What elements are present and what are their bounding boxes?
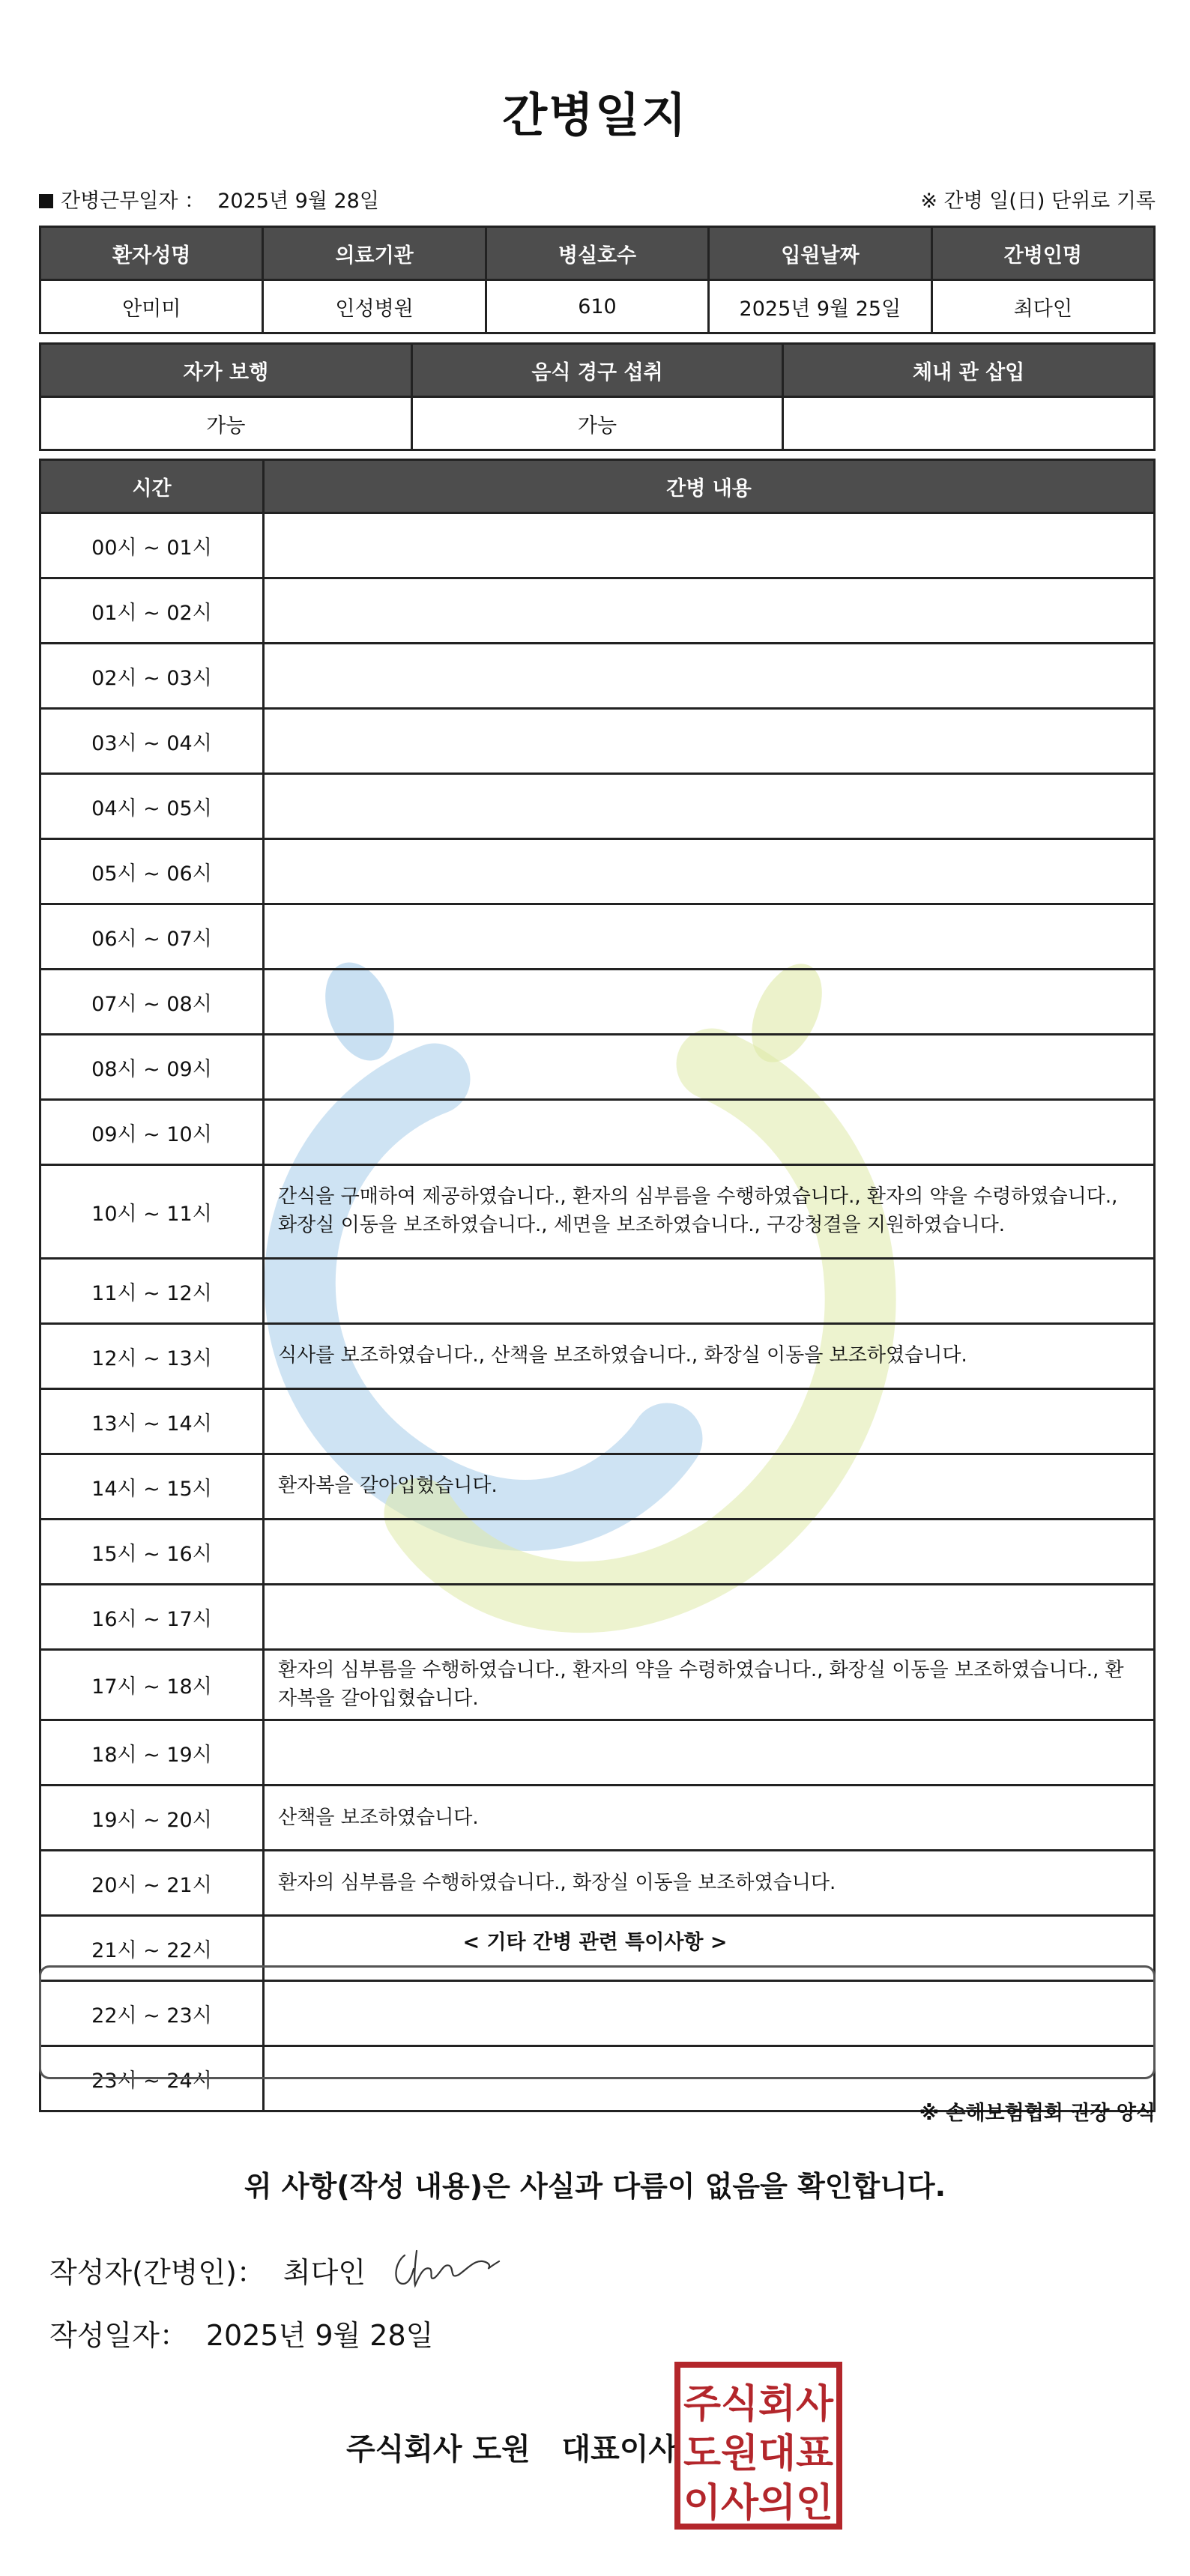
log-row <box>40 1786 1155 1851</box>
log-row <box>40 1389 1155 1454</box>
log-content <box>264 1520 1155 1585</box>
write-date-row <box>49 2312 433 2353</box>
log-time: 04시 ~ 05시 <box>40 774 264 839</box>
log-content <box>264 839 1155 904</box>
log-row <box>40 1324 1155 1389</box>
log-time: 06시 ~ 07시 <box>40 904 264 970</box>
log-time: 00시 ~ 01시 <box>40 513 264 578</box>
log-time: 09시 ~ 10시 <box>40 1100 264 1165</box>
caregiver-name: 최다인 <box>931 280 1154 333</box>
confirmation-statement: 위 사항(작성 내용)은 사실과 다름이 없음을 확인합니다. <box>244 2170 946 2203</box>
hospital-name: 인성병원 <box>263 280 486 333</box>
log-time: 10시 ~ 11시 <box>40 1165 264 1259</box>
log-content <box>264 1389 1155 1454</box>
log-row <box>40 1035 1155 1100</box>
document-title: 간병일지 <box>502 88 688 142</box>
log-content <box>264 1720 1155 1786</box>
log-content <box>264 970 1155 1035</box>
seal-text-line: 도원대표 <box>683 2431 833 2476</box>
log-time: 02시 ~ 03시 <box>40 644 264 709</box>
log-content: 환자의 심부름을 수행하였습니다., 환자의 약을 수령하였습니다., 화장실 이동을 보조하였습니다., 환자복을 갈아입혔습니다. <box>264 1650 1155 1720</box>
self-walking-value: 가능 <box>40 397 412 450</box>
log-time: 15시 ~ 16시 <box>40 1520 264 1585</box>
log-content <box>264 1585 1155 1650</box>
header-time: 시간 <box>40 460 264 513</box>
seal-text-line: 이사의인 <box>683 2481 833 2526</box>
seal-text-line: 주식회사 <box>683 2382 834 2427</box>
log-row <box>40 904 1155 970</box>
admission-date: 2025년 9월 25일 <box>709 280 931 333</box>
header-self-walking: 자가 보행 <box>40 344 412 397</box>
log-row <box>40 1165 1155 1259</box>
write-date-value: 2025년 9월 28일 <box>205 2319 434 2352</box>
patient-name: 안미미 <box>40 280 263 333</box>
log-row <box>40 1720 1155 1786</box>
log-row <box>40 970 1155 1035</box>
log-content: 간식을 구매하여 제공하였습니다., 환자의 심부름을 수행하였습니다., 환자의 약을 수령하였습니다., 화장실 이동을 보조하였습니다., 세면을 보조하였습니다., 구강청결을 지원하였습니다. <box>264 1165 1155 1259</box>
patient-header-row <box>40 227 1155 280</box>
log-row <box>40 774 1155 839</box>
log-content <box>264 578 1155 644</box>
log-row <box>40 1520 1155 1585</box>
work-date-label: 간병근무일자 ： <box>61 190 205 213</box>
log-time: 12시 ~ 13시 <box>40 1324 264 1389</box>
log-row <box>40 1100 1155 1165</box>
log-time: 16시 ~ 17시 <box>40 1585 264 1650</box>
header-admission-date: 입원날짜 <box>709 227 931 280</box>
header-tube-insertion: 체내 관 삽입 <box>783 344 1155 397</box>
log-time: 14시 ~ 15시 <box>40 1454 264 1520</box>
company-representative: 주식회사 도원 대표이사 <box>346 2432 678 2467</box>
header-caregiver: 간병인명 <box>931 227 1154 280</box>
unit-note: ※ 간병 일(日) 단위로 기록 <box>920 190 1156 213</box>
log-row <box>40 1650 1155 1720</box>
log-time: 03시 ~ 04시 <box>40 709 264 774</box>
log-content: 식사를 보조하였습니다., 산책을 보조하였습니다., 화장실 이동을 보조하였습니다. <box>264 1324 1155 1389</box>
write-date-label: 작성일자： <box>49 2319 188 2352</box>
log-time: 13시 ~ 14시 <box>40 1389 264 1454</box>
log-time: 23시 ~ 24시 <box>40 2046 264 2111</box>
log-content <box>264 644 1155 709</box>
writer-row <box>49 2249 366 2291</box>
patient-value-row <box>40 280 1155 333</box>
header-care-content: 간병 내용 <box>264 460 1155 513</box>
writer-name: 최다인 <box>283 2256 366 2289</box>
log-time: 22시 ~ 23시 <box>40 1981 264 2046</box>
form-source-note: ※ 손해보험협회 권장 양식 <box>919 2102 1156 2125</box>
tube-insertion-value <box>783 397 1155 450</box>
work-date <box>39 184 379 214</box>
log-content <box>264 1100 1155 1165</box>
log-time: 20시 ~ 21시 <box>40 1851 264 1916</box>
notes-title: < 기타 간병 관련 특이사항 > <box>462 1931 728 1954</box>
log-content <box>264 1035 1155 1100</box>
log-row <box>40 839 1155 904</box>
company-seal <box>674 2362 842 2530</box>
patient-status-table <box>39 342 1156 451</box>
log-time: 08시 ~ 09시 <box>40 1035 264 1100</box>
log-row <box>40 644 1155 709</box>
log-content <box>264 709 1155 774</box>
handwritten-signature <box>390 2240 510 2293</box>
header-hospital: 의료기관 <box>263 227 486 280</box>
oral-intake-value: 가능 <box>411 397 783 450</box>
log-time: 21시 ~ 22시 <box>40 1916 264 1981</box>
log-content: 산책을 보조하였습니다. <box>264 1786 1155 1851</box>
header-room: 병실호수 <box>486 227 708 280</box>
log-row <box>40 1851 1155 1916</box>
room-number: 610 <box>486 280 708 333</box>
log-time: 05시 ~ 06시 <box>40 839 264 904</box>
writer-label: 작성자(간병인)： <box>49 2256 265 2289</box>
care-log-table <box>39 459 1156 2112</box>
log-content <box>264 904 1155 970</box>
log-content <box>264 774 1155 839</box>
log-row <box>40 578 1155 644</box>
log-header-row <box>40 460 1155 513</box>
notes-box <box>39 1965 1156 2079</box>
log-row <box>40 1585 1155 1650</box>
log-row <box>40 1454 1155 1520</box>
log-time: 11시 ~ 12시 <box>40 1259 264 1324</box>
status-header-row <box>40 344 1155 397</box>
log-time: 01시 ~ 02시 <box>40 578 264 644</box>
work-date-value: 2025년 9월 28일 <box>217 190 379 213</box>
header-oral-intake: 음식 경구 섭취 <box>411 344 783 397</box>
log-content <box>264 513 1155 578</box>
meta-row <box>39 184 1156 214</box>
log-content: 환자의 심부름을 수행하였습니다., 화장실 이동을 보조하였습니다. <box>264 1851 1155 1916</box>
log-content <box>264 1259 1155 1324</box>
square-bullet-icon <box>39 194 53 208</box>
log-time: 18시 ~ 19시 <box>40 1720 264 1786</box>
log-time: 17시 ~ 18시 <box>40 1650 264 1720</box>
log-body <box>40 513 1155 2111</box>
log-time: 07시 ~ 08시 <box>40 970 264 1035</box>
log-time: 19시 ~ 20시 <box>40 1786 264 1851</box>
header-patient-name: 환자성명 <box>40 227 263 280</box>
patient-info-table <box>39 226 1156 334</box>
log-row <box>40 513 1155 578</box>
log-content: 환자복을 갈아입혔습니다. <box>264 1454 1155 1520</box>
log-row <box>40 709 1155 774</box>
status-value-row <box>40 397 1155 450</box>
log-row <box>40 1259 1155 1324</box>
